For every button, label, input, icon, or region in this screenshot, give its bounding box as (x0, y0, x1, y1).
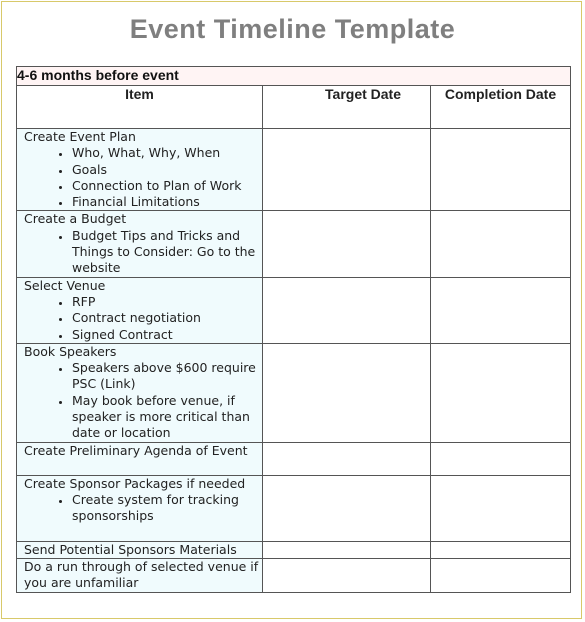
item-cell (17, 442, 263, 475)
table-row (17, 541, 571, 558)
page-title: Event Timeline Template (129, 14, 456, 44)
item-bullets (17, 145, 262, 210)
item-bullets (17, 228, 262, 277)
target-date-cell[interactable] (263, 442, 431, 475)
item-cell (17, 277, 263, 343)
target-date-cell[interactable] (263, 129, 431, 211)
bullet-item: • Goals (72, 162, 262, 178)
item-cell (17, 541, 263, 558)
item-bullets (17, 360, 262, 441)
target-date-cell[interactable] (263, 559, 431, 593)
completion-date-cell[interactable] (431, 343, 571, 442)
item-title: Create Preliminary Agenda of Event (24, 442, 248, 458)
bullet-item: • Signed Contract (72, 327, 262, 343)
section-label: 4-6 months before event (17, 67, 571, 86)
item-title: Do a run through of selected venue if you are unfamiliar (24, 559, 259, 591)
target-date-cell[interactable] (263, 541, 431, 558)
completion-date-cell[interactable] (431, 129, 571, 211)
item-bullets (17, 492, 262, 525)
target-date-cell[interactable] (263, 277, 431, 343)
item-cell (17, 211, 263, 277)
item-title: Create a Budget (24, 211, 127, 227)
target-date-cell[interactable] (263, 343, 431, 442)
table-row (17, 277, 571, 343)
column-header-row (17, 86, 571, 129)
table-row (17, 343, 571, 442)
bullet-item: • Speakers above $600 require PSC (Link) (72, 360, 262, 393)
table-row (17, 475, 571, 541)
table-row (17, 559, 571, 593)
bullet-item: • Who, What, Why, When (72, 145, 262, 161)
table-row (17, 129, 571, 211)
table-row (17, 442, 571, 475)
header-completion-date: Completion Date (431, 86, 571, 129)
completion-date-cell[interactable] (431, 559, 571, 593)
header-target-date: Target Date (263, 86, 431, 129)
header-item: Item (17, 86, 263, 129)
completion-date-cell[interactable] (431, 475, 571, 541)
bullet-item: • May book before venue, if speaker is more critical than date or location (72, 393, 262, 442)
target-date-cell[interactable] (263, 211, 431, 277)
item-title: Select Venue (24, 277, 106, 293)
bullet-item: • RFP (72, 294, 262, 310)
item-cell (17, 559, 263, 593)
item-title: Send Potential Sponsors Materials (24, 541, 237, 557)
completion-date-cell[interactable] (431, 541, 571, 558)
completion-date-cell[interactable] (431, 211, 571, 277)
completion-date-cell[interactable] (431, 277, 571, 343)
bullet-item: • Create system for tracking sponsorships (72, 492, 262, 525)
item-cell (17, 129, 263, 211)
completion-date-cell[interactable] (431, 442, 571, 475)
table-row (17, 211, 571, 277)
bullet-item: • Contract negotiation (72, 310, 262, 326)
item-title: Create Event Plan (24, 129, 136, 144)
section-header-row (17, 67, 571, 86)
timeline-table (16, 66, 571, 593)
item-cell (17, 475, 263, 541)
target-date-cell[interactable] (263, 475, 431, 541)
bullet-item: • Financial Limitations (72, 194, 262, 210)
bullet-item: • Budget Tips and Tricks and Things to Consider: Go to the website (72, 228, 262, 277)
item-title: Book Speakers (24, 343, 117, 359)
item-cell (17, 343, 263, 442)
bullet-item: • Connection to Plan of Work (72, 178, 262, 194)
item-title: Create Sponsor Packages if needed (24, 475, 246, 491)
item-bullets (17, 294, 262, 343)
